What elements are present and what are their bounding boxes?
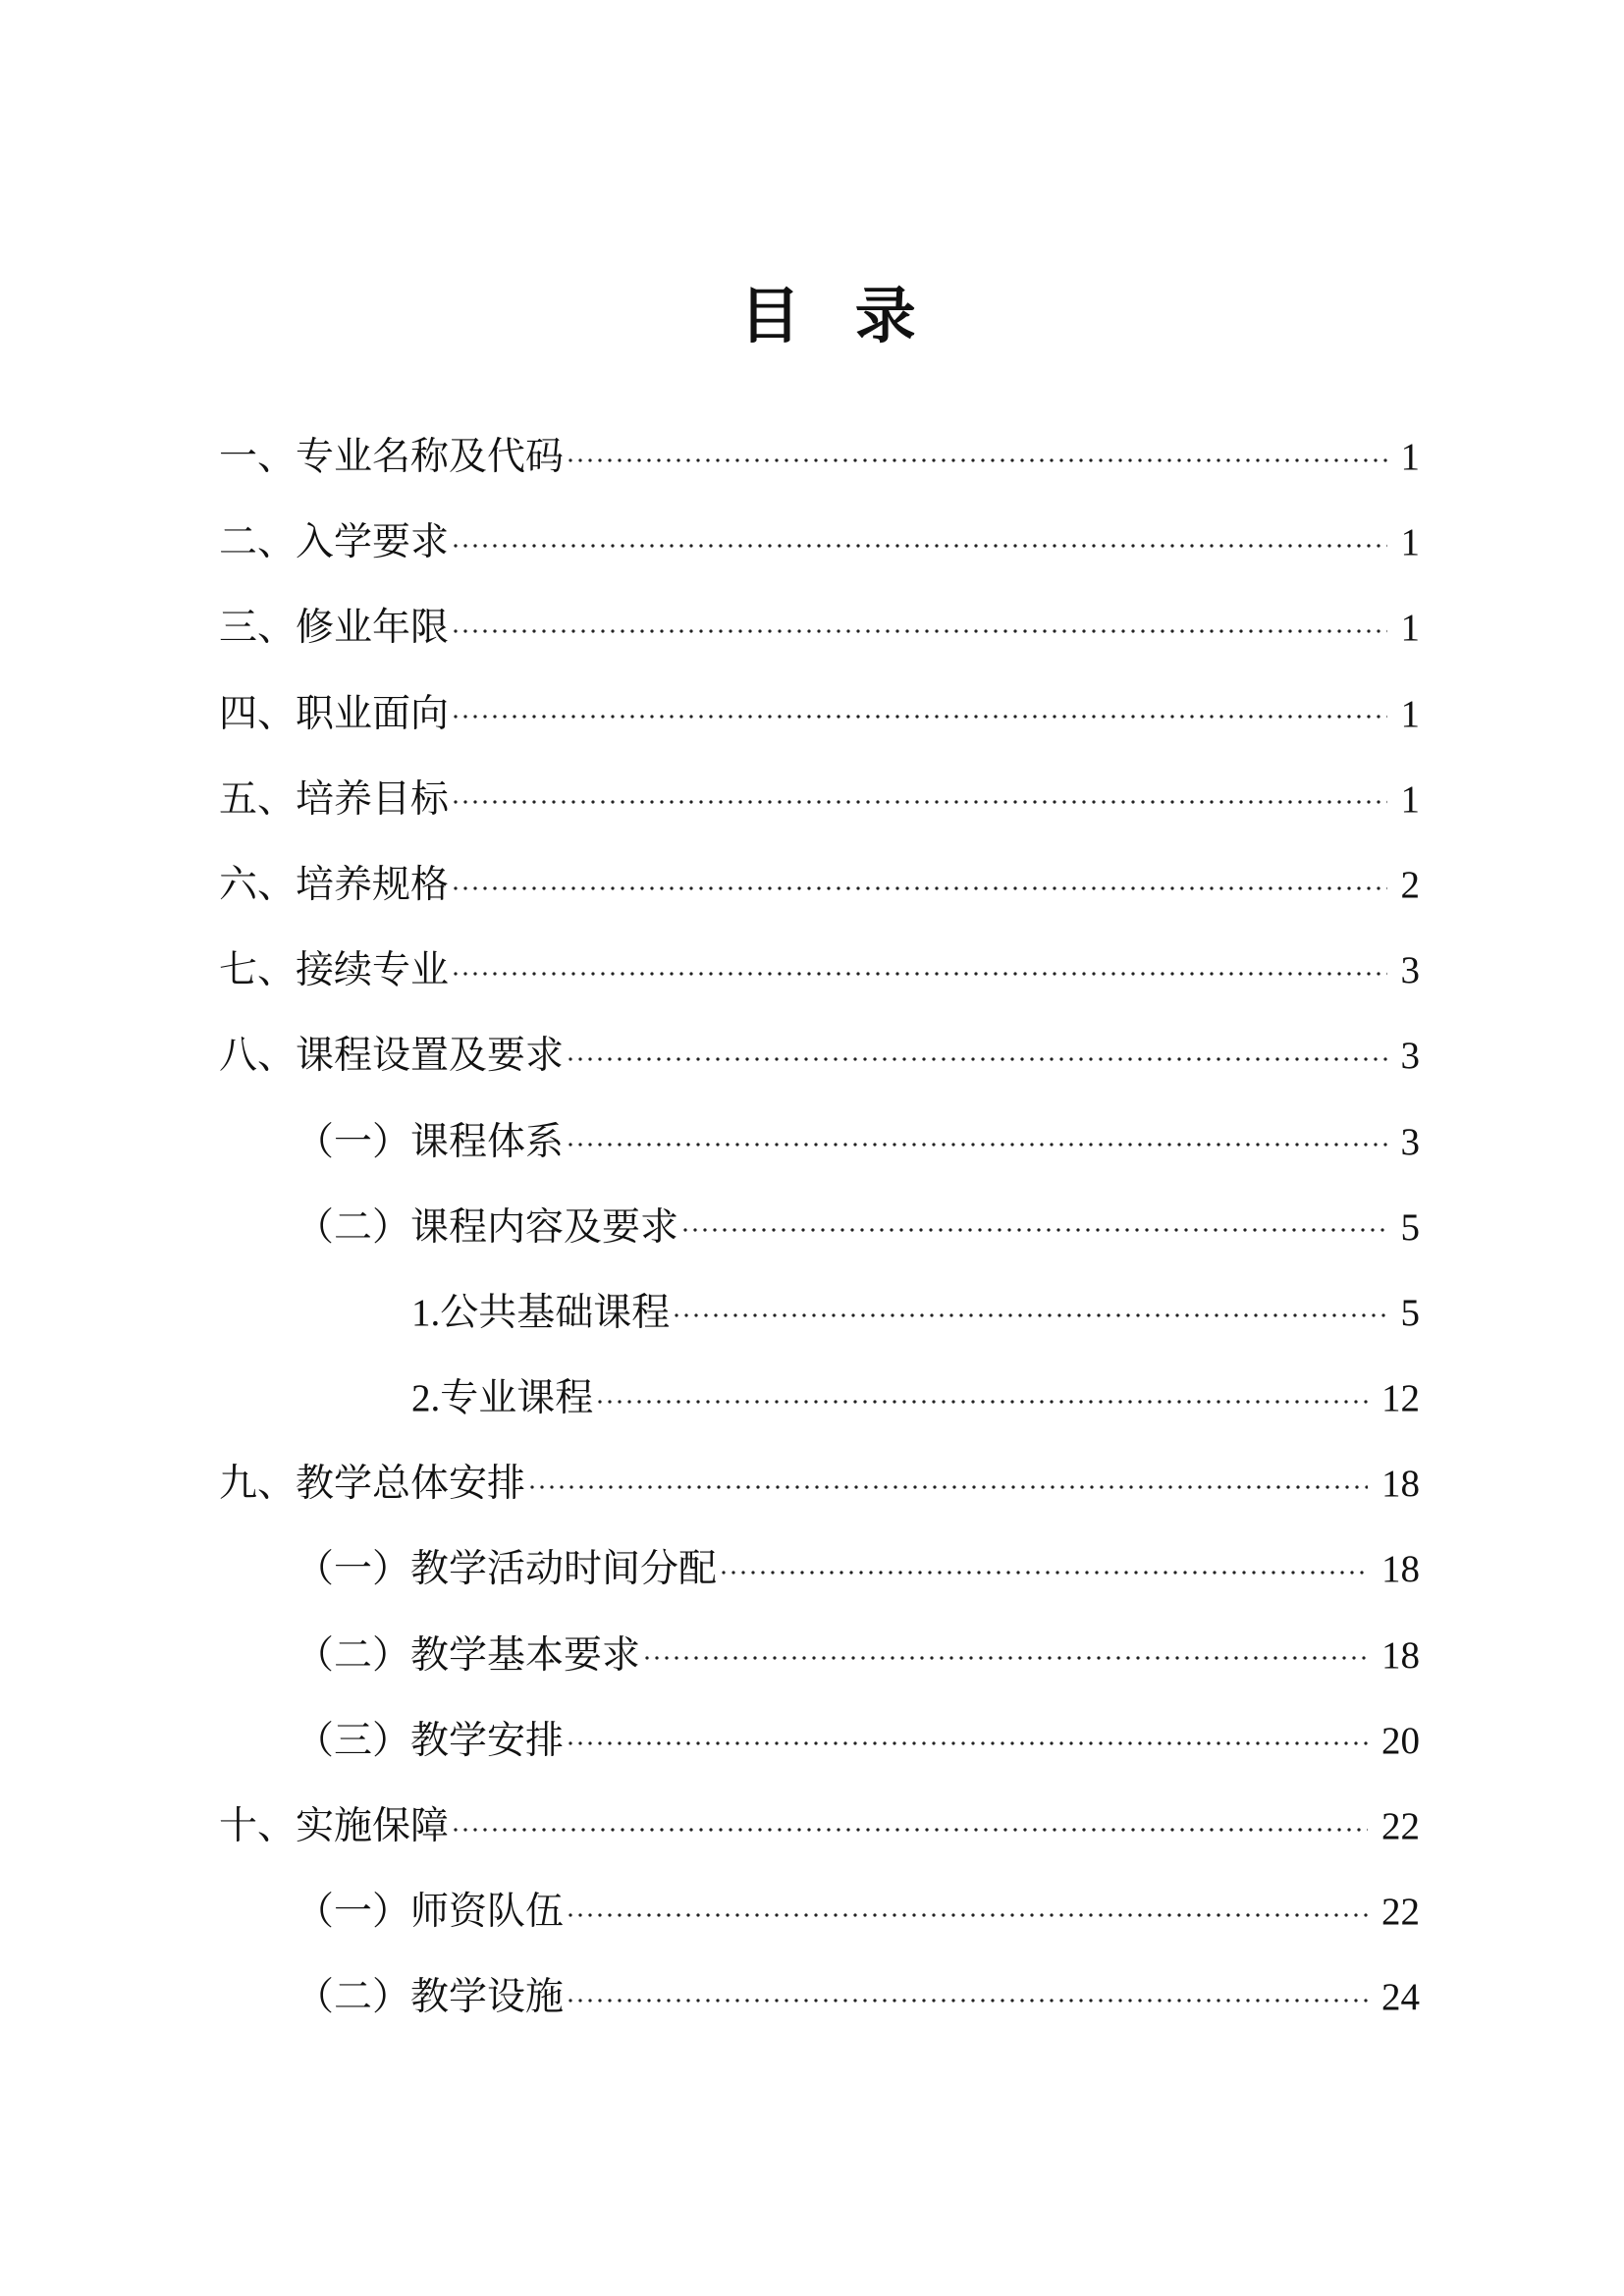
page-title: 目 录 bbox=[739, 284, 916, 350]
toc-page-number: 1 bbox=[1400, 692, 1420, 735]
toc-leader-dots bbox=[451, 543, 1386, 549]
toc-page-number: 5 bbox=[1400, 1291, 1420, 1334]
toc-subentry bbox=[219, 1526, 1420, 1612]
toc-entry bbox=[219, 1441, 1420, 1526]
toc-entry-label: 六、培养规格 bbox=[219, 863, 450, 906]
toc-leader-dots bbox=[595, 1399, 1368, 1405]
toc-subentry bbox=[219, 1869, 1420, 1954]
table-of-contents bbox=[219, 414, 1420, 2041]
toc-leader-dots bbox=[566, 1142, 1386, 1148]
toc-subsubentry bbox=[219, 1356, 1420, 1441]
toc-entry-label: 一、专业名称及代码 bbox=[219, 436, 565, 478]
toc-subentry bbox=[219, 1698, 1420, 1784]
toc-entry bbox=[219, 1013, 1420, 1098]
toc-leader-dots bbox=[451, 885, 1386, 891]
toc-leader-dots bbox=[719, 1570, 1368, 1575]
toc-entry bbox=[219, 1784, 1420, 1869]
toc-page-number: 3 bbox=[1400, 949, 1420, 992]
toc-entry-label: （一）教学活动时间分配 bbox=[296, 1548, 718, 1591]
toc-entry-label: 五、培养目标 bbox=[219, 777, 450, 821]
toc-entry-label: 四、职业面向 bbox=[219, 692, 450, 735]
toc-page-number: 22 bbox=[1381, 1891, 1420, 1934]
toc-leader-dots bbox=[566, 1998, 1368, 2003]
toc-entry bbox=[219, 757, 1420, 842]
toc-subentry bbox=[219, 1185, 1420, 1270]
toc-leader-dots bbox=[451, 628, 1386, 634]
toc-page-number: 2 bbox=[1400, 863, 1420, 906]
toc-page-number: 1 bbox=[1400, 436, 1420, 478]
toc-leader-dots bbox=[527, 1484, 1368, 1490]
toc-leader-dots bbox=[451, 1827, 1368, 1833]
toc-entry bbox=[219, 414, 1420, 500]
toc-entry-label: 1.公共基础课程 bbox=[411, 1291, 671, 1334]
toc-leader-dots bbox=[642, 1655, 1368, 1661]
toc-page-number: 3 bbox=[1400, 1120, 1420, 1163]
toc-entry bbox=[219, 842, 1420, 928]
toc-entry-label: （一）课程体系 bbox=[296, 1120, 565, 1163]
toc-entry-label: （二）教学基本要求 bbox=[296, 1633, 641, 1677]
toc-entry-label: 七、接续专业 bbox=[219, 949, 450, 992]
toc-entry-label: （二）课程内容及要求 bbox=[296, 1205, 679, 1249]
toc-leader-dots bbox=[566, 1912, 1368, 1918]
toc-entry bbox=[219, 671, 1420, 757]
toc-entry bbox=[219, 928, 1420, 1013]
toc-leader-dots bbox=[566, 1056, 1386, 1062]
toc-entry-label: 十、实施保障 bbox=[219, 1805, 450, 1847]
toc-page-number: 18 bbox=[1381, 1463, 1420, 1506]
toc-page-number: 1 bbox=[1400, 607, 1420, 650]
toc-page-number: 1 bbox=[1400, 521, 1420, 564]
toc-page-number: 20 bbox=[1381, 1719, 1420, 1762]
toc-leader-dots bbox=[451, 971, 1386, 977]
toc-entry bbox=[219, 585, 1420, 670]
toc-subentry bbox=[219, 1954, 1420, 2040]
toc-leader-dots bbox=[672, 1312, 1386, 1318]
toc-page-number: 24 bbox=[1381, 1976, 1420, 2019]
toc-page-number: 12 bbox=[1381, 1377, 1420, 1420]
toc-subsubentry bbox=[219, 1270, 1420, 1356]
toc-entry-label: 三、修业年限 bbox=[219, 607, 450, 650]
toc-page-number: 3 bbox=[1400, 1035, 1420, 1078]
toc-leader-dots bbox=[566, 1740, 1368, 1746]
toc-entry bbox=[219, 500, 1420, 585]
toc-subentry bbox=[219, 1613, 1420, 1698]
toc-subentry bbox=[219, 1099, 1420, 1185]
toc-page-number: 5 bbox=[1400, 1205, 1420, 1249]
toc-page-number: 18 bbox=[1381, 1548, 1420, 1591]
toc-leader-dots bbox=[451, 799, 1386, 805]
toc-entry-label: （三）教学安排 bbox=[296, 1719, 565, 1762]
toc-entry-label: 2.专业课程 bbox=[411, 1377, 594, 1420]
toc-page-number: 22 bbox=[1381, 1805, 1420, 1847]
toc-entry-label: （二）教学设施 bbox=[296, 1976, 565, 2019]
toc-leader-dots bbox=[566, 457, 1386, 463]
toc-entry-label: 二、入学要求 bbox=[219, 521, 450, 564]
toc-leader-dots bbox=[451, 714, 1386, 720]
toc-leader-dots bbox=[680, 1227, 1386, 1233]
toc-entry-label: 九、教学总体安排 bbox=[219, 1463, 526, 1506]
toc-entry-label: （一）师资队伍 bbox=[296, 1891, 565, 1934]
toc-page-number: 1 bbox=[1400, 777, 1420, 821]
toc-entry-label: 八、课程设置及要求 bbox=[219, 1035, 565, 1078]
toc-page-number: 18 bbox=[1381, 1633, 1420, 1677]
